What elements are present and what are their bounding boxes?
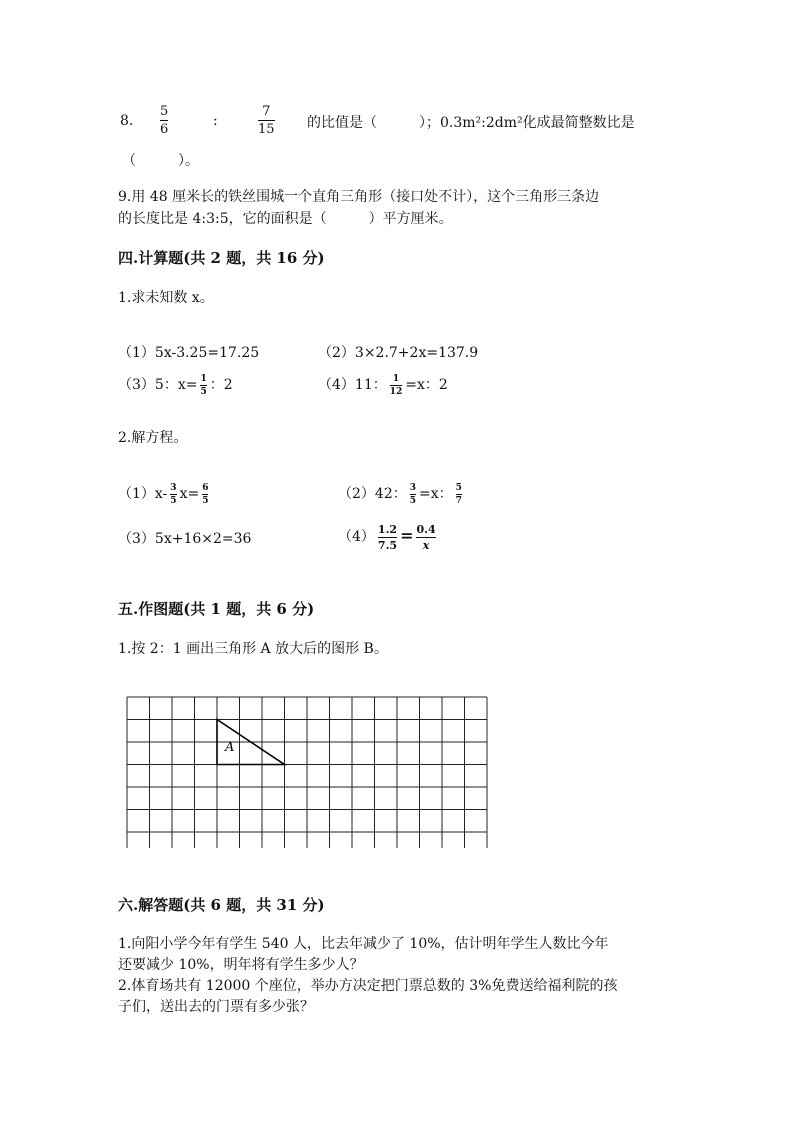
- section-6-heading: 六.解答题(共 6 题，共 31 分): [118, 896, 325, 914]
- fraction-denominator: 5: [202, 495, 209, 506]
- section-4-heading: 四.计算题(共 2 题，共 16 分): [118, 249, 325, 267]
- s5-q1-text: 1.按 2：1 画出三角形 A 放大后的图形 B。: [118, 641, 388, 657]
- s6-q1-line-2: 还要减少 10%，明年将有学生多少人？: [118, 957, 364, 973]
- s4-q1-item-4-fraction: [390, 374, 403, 397]
- fraction-numerator: 0.4: [416, 522, 436, 536]
- fraction-denominator: 5: [200, 386, 207, 397]
- q8-fraction-2: [258, 104, 275, 137]
- q8-text-b: （ ）。: [122, 153, 199, 169]
- s4-q2-item-3: （3）5x+16×2=36: [118, 531, 252, 547]
- s6-q1-line-1: 1.向阳小学今年有学生 540 人，比去年减少了 10%，估计明年学生人数比今年: [118, 936, 609, 952]
- s4-q2-item-1-fraction-2: [202, 483, 208, 506]
- s4-q1-item-4: [318, 371, 448, 399]
- s6-q2-line-2: 子们，送出去的门票有多少张？: [118, 999, 314, 1015]
- drawing-grid: [126, 696, 490, 852]
- fraction-denominator: 5: [409, 495, 416, 506]
- s4-q2-item-1-mid: x=: [179, 486, 200, 502]
- triangle-a-label: A: [225, 740, 235, 755]
- s4-q2-item-4: [338, 519, 439, 554]
- s4-q1-item-3-pre: （3）5：x=: [118, 377, 198, 393]
- fraction-numerator: 1: [392, 373, 400, 384]
- s4-q2-item-4-fraction-2: [416, 523, 435, 552]
- q9-line-1: 9.用 48 厘米长的铁丝围城一个直角三角形（接口处不计），这个三角形三条边: [118, 189, 600, 205]
- s4-q2-item-1-fraction-1: [170, 483, 176, 506]
- s4-q2-item-1: [118, 480, 211, 508]
- s4-q1-item-2: （2）3×2.7+2x=137.9: [318, 345, 479, 361]
- s4-q2-item-2-fraction-2: [456, 483, 462, 506]
- s4-q2-item-1-pre: （1）x-: [118, 486, 168, 502]
- s4-q1-item-1: （1）5x-3.25=17.25: [118, 345, 260, 361]
- fraction-denominator: 12: [389, 386, 403, 397]
- s4-q2-item-4-equals: =: [400, 526, 414, 545]
- fraction-denominator: 5: [170, 495, 177, 506]
- q9-line-2: 的长度比是 4:3:5，它的面积是（ ）平方厘米。: [118, 211, 453, 227]
- q8-text-a: 的比值是（ ）；0.3m²:2dm²化成最简整数比是: [307, 115, 635, 131]
- fraction-numerator: 1: [200, 373, 207, 384]
- s4-q2-title: 2.解方程。: [118, 430, 188, 446]
- q8-frac2-numerator: 7: [262, 104, 271, 119]
- s4-q2-item-2: [338, 480, 465, 508]
- q8-colon: :: [213, 113, 218, 129]
- s4-q1-item-3: [118, 371, 233, 399]
- s6-q2-line-1: 2.体育场共有 12000 个座位，举办方决定把门票总数的 3%免费送给福利院的孩: [118, 978, 618, 994]
- s4-q1-item-4-post: =x：2: [405, 377, 448, 393]
- fraction-numerator: 5: [455, 482, 462, 493]
- s4-q1-item-3-post: ：2: [209, 377, 233, 393]
- fraction-numerator: 3: [170, 482, 177, 493]
- q8-frac1-numerator: 5: [160, 104, 169, 119]
- fraction-numerator: 3: [409, 482, 416, 493]
- q8-number: 8.: [120, 113, 134, 129]
- fraction-denominator: 7.5: [377, 538, 398, 552]
- s4-q2-item-2-fraction-1: [410, 483, 416, 506]
- q8-fraction-1: [160, 104, 168, 137]
- s4-q1-title: 1.求未知数 x。: [118, 290, 214, 306]
- fraction-denominator: 7: [455, 495, 462, 506]
- s4-q1-item-4-pre: （4）11：: [318, 377, 387, 393]
- fraction-numerator: 1.2: [377, 522, 398, 536]
- section-5-heading: 五.作图题(共 1 题，共 6 分): [118, 600, 315, 618]
- s4-q2-item-4-pre: （4）: [338, 529, 375, 545]
- s4-q1-item-3-fraction: [200, 374, 206, 397]
- s4-q2-item-2-pre: （2）42：: [338, 486, 407, 502]
- fraction-denominator: x: [422, 538, 430, 552]
- fraction-numerator: 6: [202, 482, 209, 493]
- s4-q2-item-4-fraction-1: [378, 523, 397, 552]
- s4-q2-item-2-mid: =x：: [419, 486, 453, 502]
- q8-frac2-denominator: 15: [258, 122, 275, 137]
- q8-frac1-denominator: 6: [160, 122, 169, 137]
- grid-svg: [126, 696, 490, 848]
